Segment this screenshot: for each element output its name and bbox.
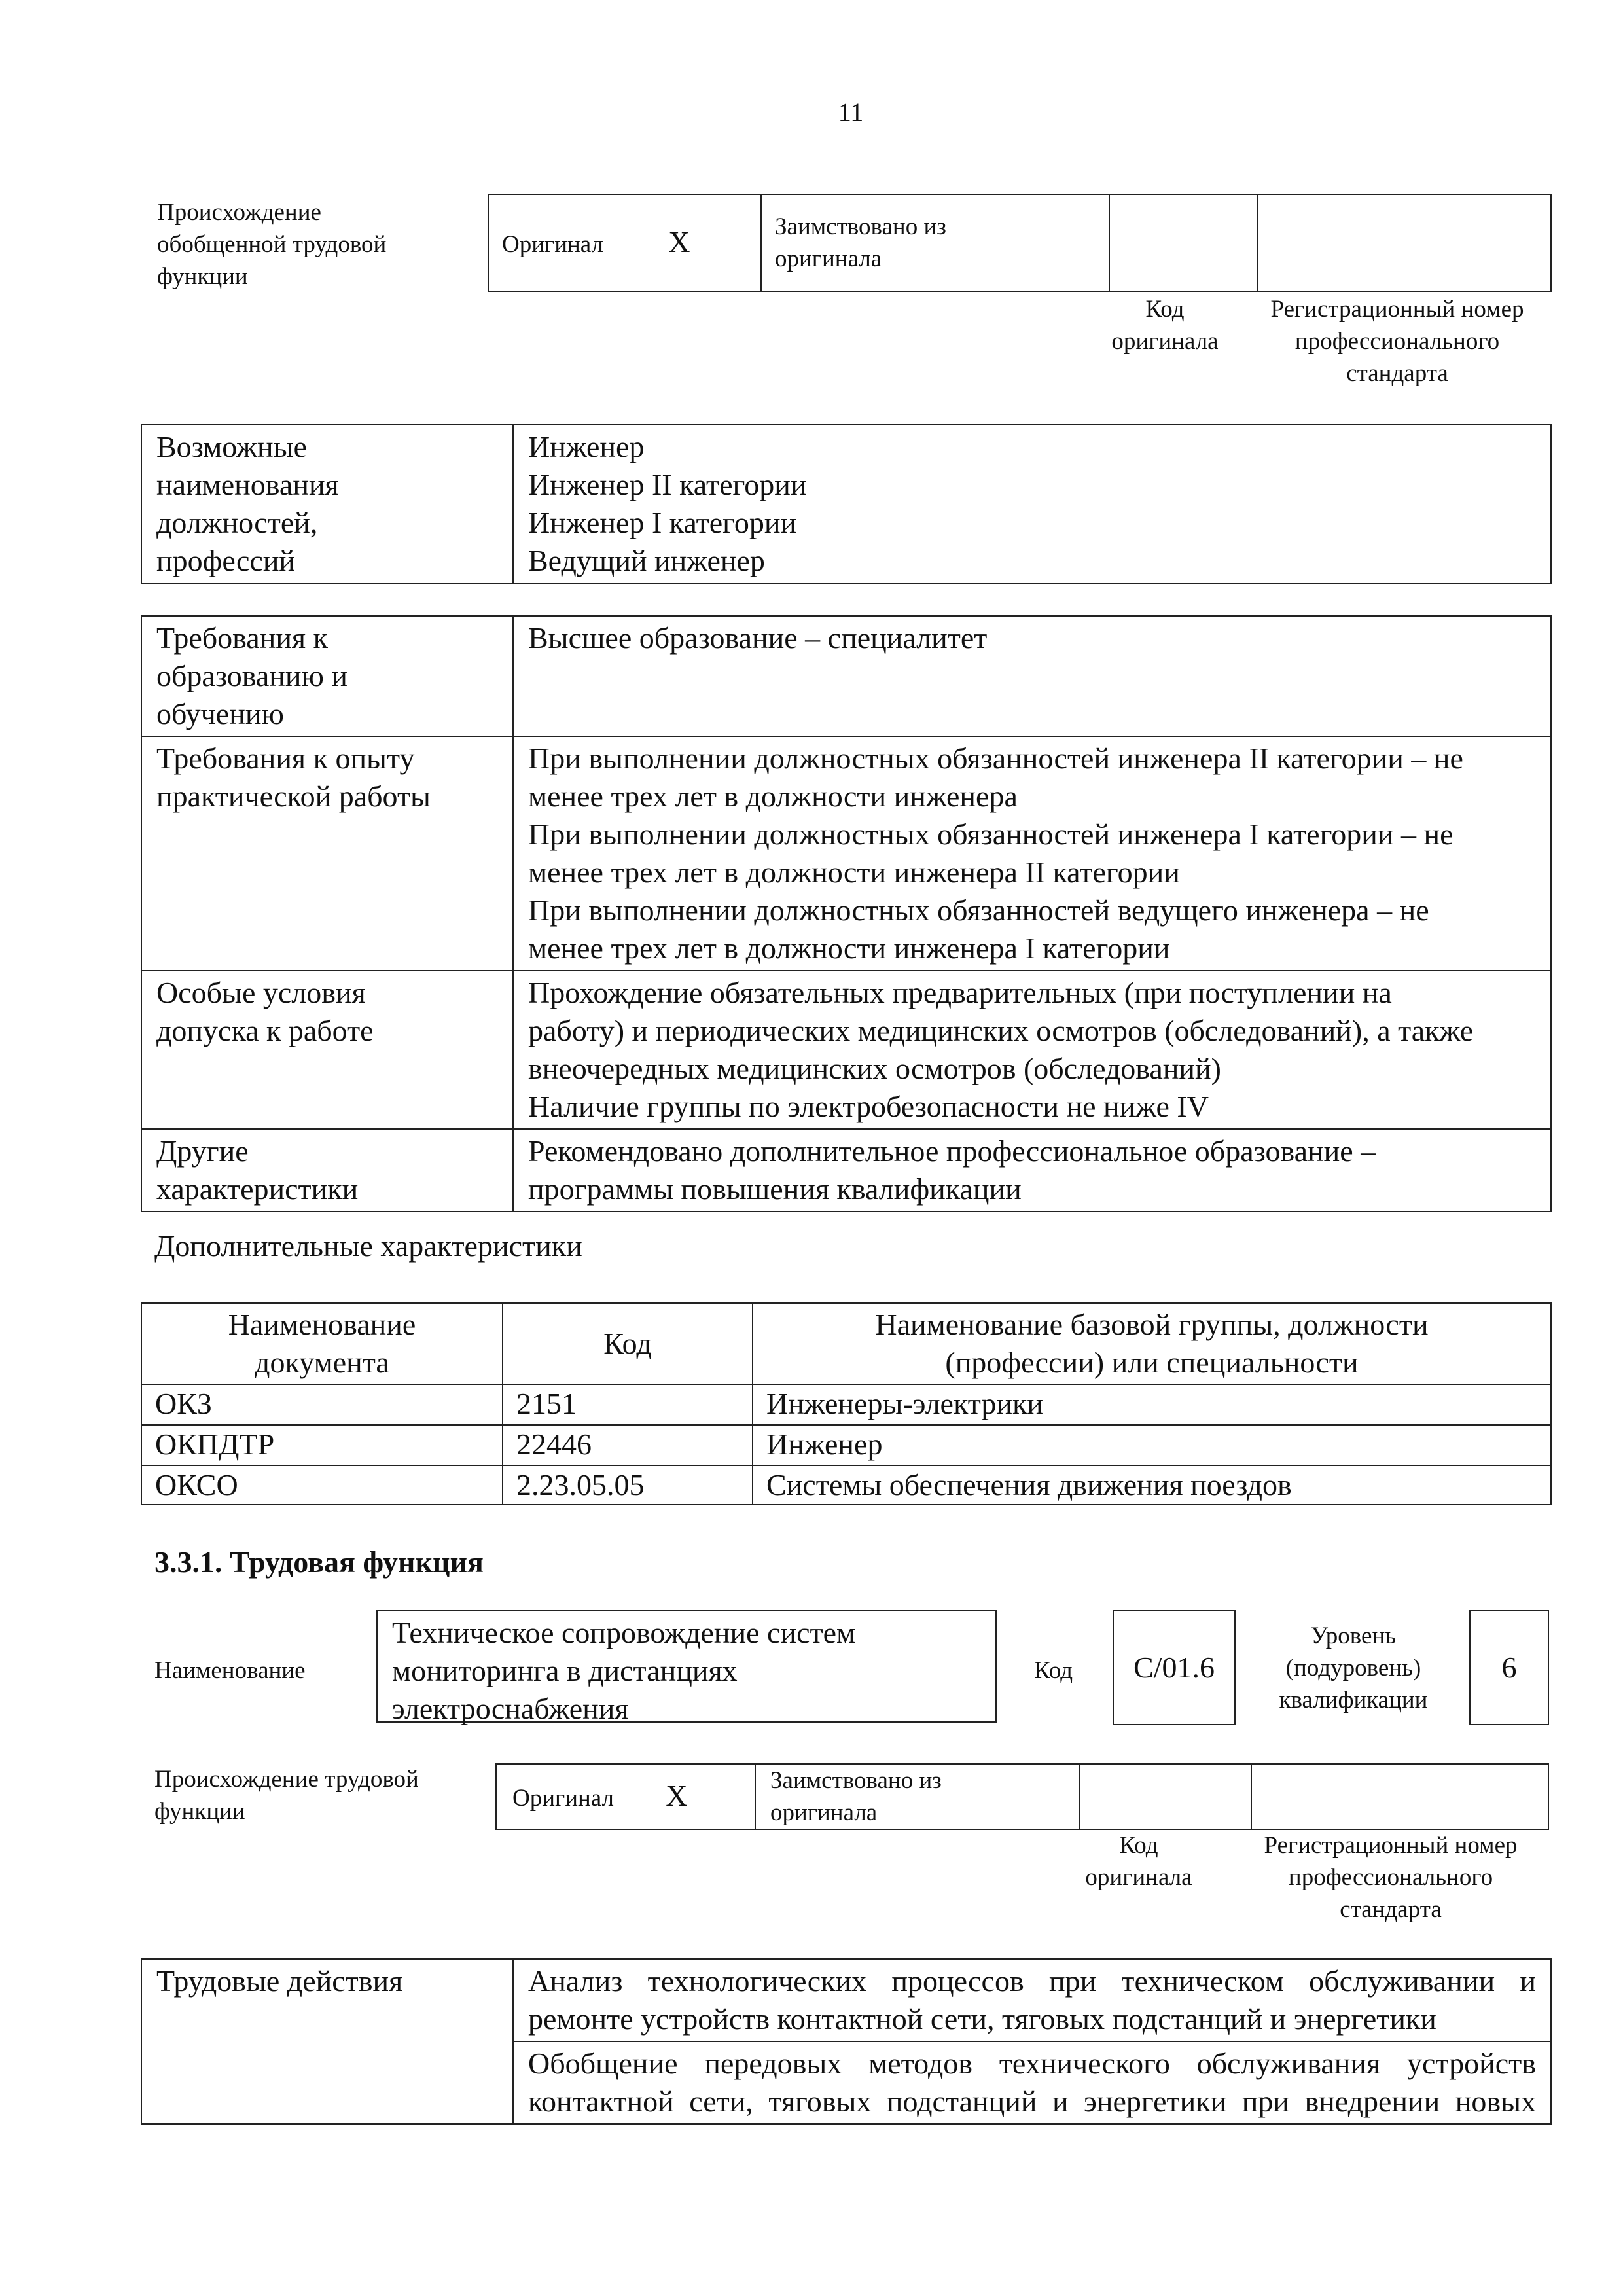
- text-line: Рекомендовано дополнительное профессиональное образование –: [528, 1134, 1376, 1168]
- requirement-text-cell: [513, 971, 1551, 1129]
- text-line: внеочередных медицинских осмотров (обследований): [528, 1052, 1221, 1085]
- label-line: профессий: [156, 544, 296, 577]
- caption-line: оригинала: [1085, 1864, 1192, 1891]
- labor-action-row: [141, 1959, 1551, 2041]
- caption-line: Регистрационный номер: [1270, 296, 1524, 323]
- text-line: При выполнении должностных обязанностей инженера I категории – не: [528, 817, 1454, 851]
- label-line: допуска к работе: [156, 1014, 374, 1047]
- label-line: характеристики: [156, 1172, 359, 1206]
- code-label: Код: [1034, 1657, 1073, 1684]
- level-label-line: Уровень: [1310, 1623, 1397, 1649]
- table-row: [141, 1465, 1551, 1505]
- label-line: наименования: [156, 468, 339, 501]
- label-line: Требования к опыту: [156, 742, 415, 775]
- caption-line: Код: [1145, 296, 1185, 323]
- row-name: Системы обеспечения движения поездов: [753, 1465, 1551, 1505]
- position-item: Ведущий инженер: [528, 544, 765, 577]
- header-line: (профессии) или специальности: [945, 1346, 1359, 1379]
- requirement-text-cell: [513, 616, 1551, 736]
- positions-table: [141, 424, 1552, 584]
- row-doc: ОКСО: [141, 1465, 503, 1505]
- labor-actions-label-cell: Трудовые действия: [141, 1959, 513, 2124]
- origin-function-label: [154, 1763, 482, 1827]
- requirement-label-cell: [141, 736, 513, 971]
- header-group: [753, 1303, 1551, 1384]
- position-item: Инженер I категории: [528, 506, 797, 539]
- level-label-line: квалификации: [1279, 1687, 1428, 1713]
- requirement-text-cell: [513, 1129, 1551, 1211]
- labor-action-item: [513, 1959, 1551, 2041]
- position-item: Инженер II категории: [528, 468, 807, 501]
- requirement-row: [141, 971, 1551, 1129]
- header-line: документа: [255, 1346, 389, 1379]
- additional-heading: Дополнительные характеристики: [154, 1229, 582, 1263]
- text-line: программы повышения квалификации: [528, 1172, 1022, 1206]
- row-code: 2.23.05.05: [503, 1465, 753, 1505]
- caption-line: профессионального: [1294, 328, 1500, 355]
- text-line: Высшее образование – специалитет: [528, 621, 988, 655]
- header-line: Наименование: [228, 1308, 416, 1341]
- text-line: При выполнении должностных обязанностей инженера II категории – не: [528, 742, 1463, 775]
- reg-number-cell: [1258, 194, 1551, 291]
- caption-line: Код: [1119, 1832, 1158, 1859]
- original-mark: X: [666, 1778, 688, 1812]
- text-line: Наличие группы по электробезопасности не ниже IV: [528, 1090, 1209, 1123]
- original-cell: [496, 1764, 755, 1829]
- borrowed-line: оригинала: [775, 245, 882, 272]
- text-line: работу) и периодических медицинских осмотров (обследований), а также: [528, 1014, 1474, 1047]
- requirement-row: [141, 1129, 1551, 1211]
- reg-number-caption: [1230, 1829, 1551, 1926]
- label-line: функции: [154, 1798, 245, 1825]
- code-original-cell: [1080, 1764, 1251, 1829]
- borrowed-cell: [761, 194, 1109, 291]
- row-name: Инженер: [753, 1425, 1551, 1465]
- row-doc: ОКЗ: [141, 1384, 503, 1425]
- text-line: контактной сети, тяговых подстанций и энергетики при внедрении новых: [528, 2085, 1536, 2118]
- origin-function-table: [495, 1763, 1549, 1830]
- header-doc: [141, 1303, 503, 1384]
- code-original-cell: [1109, 194, 1258, 291]
- label-line: Другие: [156, 1134, 249, 1168]
- original-cell: [488, 194, 761, 291]
- row-name: Инженеры-электрики: [753, 1384, 1551, 1425]
- label-line: Происхождение трудовой: [154, 1766, 419, 1793]
- caption-line: стандарта: [1346, 360, 1448, 387]
- label-line: обобщенной трудовой: [157, 231, 387, 258]
- position-item: Инженер: [528, 430, 645, 463]
- requirement-label-cell: [141, 616, 513, 736]
- name-line: электроснабжения: [392, 1692, 629, 1725]
- additional-header-row: [141, 1303, 1551, 1384]
- requirement-label-cell: [141, 1129, 513, 1211]
- label-line: образованию и: [156, 659, 348, 692]
- code-value-box: C/01.6: [1113, 1610, 1236, 1725]
- text-line: менее трех лет в должности инженера: [528, 780, 1018, 813]
- positions-list-cell: [513, 425, 1551, 583]
- labor-action-item: [513, 2041, 1551, 2124]
- caption-line: стандарта: [1340, 1896, 1442, 1923]
- table-row: [141, 1384, 1551, 1425]
- text-line: Обобщение передовых методов технического обслуживания устройств: [528, 2047, 1536, 2080]
- header-line: Наименование базовой группы, должности: [875, 1308, 1429, 1341]
- labor-function-heading: 3.3.1. Трудовая функция: [154, 1545, 484, 1579]
- requirement-row: [141, 736, 1551, 971]
- level-label-line: (подуровень): [1285, 1655, 1421, 1681]
- level-value-box: 6: [1469, 1610, 1549, 1725]
- caption-line: Регистрационный номер: [1264, 1832, 1518, 1859]
- requirement-label-cell: [141, 971, 513, 1129]
- original-label: Оригинал: [512, 1784, 615, 1812]
- code-original-caption: [1054, 1829, 1224, 1893]
- labor-function-name-box: [376, 1610, 997, 1723]
- text-line: При выполнении должностных обязанностей ведущего инженера – не: [528, 893, 1429, 927]
- borrowed-line: Заимствовано из: [770, 1767, 942, 1794]
- label-line: практической работы: [156, 780, 431, 813]
- row-code: 2151: [503, 1384, 753, 1425]
- borrowed-line: Заимствовано из: [775, 213, 946, 240]
- text-line: ремонте устройств контактной сети, тяговых подстанций и энергетики: [528, 2002, 1436, 2036]
- origin-generalized-label: [157, 196, 484, 293]
- label-line: Происхождение: [157, 199, 321, 226]
- label-line: Возможные: [156, 430, 307, 463]
- header-code: Код: [503, 1303, 753, 1384]
- origin-generalized-table: [488, 194, 1552, 292]
- caption-line: профессионального: [1288, 1864, 1493, 1891]
- label-line: функции: [157, 263, 248, 290]
- name-line: Техническое сопровождение систем: [392, 1616, 856, 1649]
- original-mark: X: [668, 224, 690, 259]
- label-line: Требования к: [156, 621, 328, 655]
- reg-number-cell: [1251, 1764, 1548, 1829]
- name-line: мониторинга в дистанциях: [392, 1654, 738, 1687]
- code-original-caption: [1090, 293, 1240, 357]
- labor-actions-table: [141, 1958, 1552, 2125]
- borrowed-line: оригинала: [770, 1799, 878, 1826]
- reg-number-caption: [1240, 293, 1554, 389]
- borrowed-cell: [755, 1764, 1080, 1829]
- label-line: Особые условия: [156, 976, 366, 1009]
- name-label: Наименование: [154, 1657, 306, 1684]
- additional-table: [141, 1302, 1552, 1505]
- positions-label-cell: [141, 425, 513, 583]
- text-line: менее трех лет в должности инженера I категории: [528, 931, 1170, 965]
- text-line: Анализ технологических процессов при техническом обслуживании и: [528, 1964, 1536, 1998]
- row-doc: ОКПДТР: [141, 1425, 503, 1465]
- requirement-text-cell: [513, 736, 1551, 971]
- table-row: [141, 1425, 1551, 1465]
- text-line: менее трех лет в должности инженера II категории: [528, 855, 1180, 889]
- label-line: обучению: [156, 697, 284, 730]
- text-line: Прохождение обязательных предварительных (при поступлении на: [528, 976, 1392, 1009]
- caption-line: оригинала: [1111, 328, 1219, 355]
- label-line: должностей,: [156, 506, 318, 539]
- page-number: 11: [838, 98, 864, 127]
- requirement-row: [141, 616, 1551, 736]
- original-label: Оригинал: [502, 230, 604, 258]
- level-label: [1255, 1620, 1452, 1716]
- requirements-table: [141, 615, 1552, 1212]
- row-code: 22446: [503, 1425, 753, 1465]
